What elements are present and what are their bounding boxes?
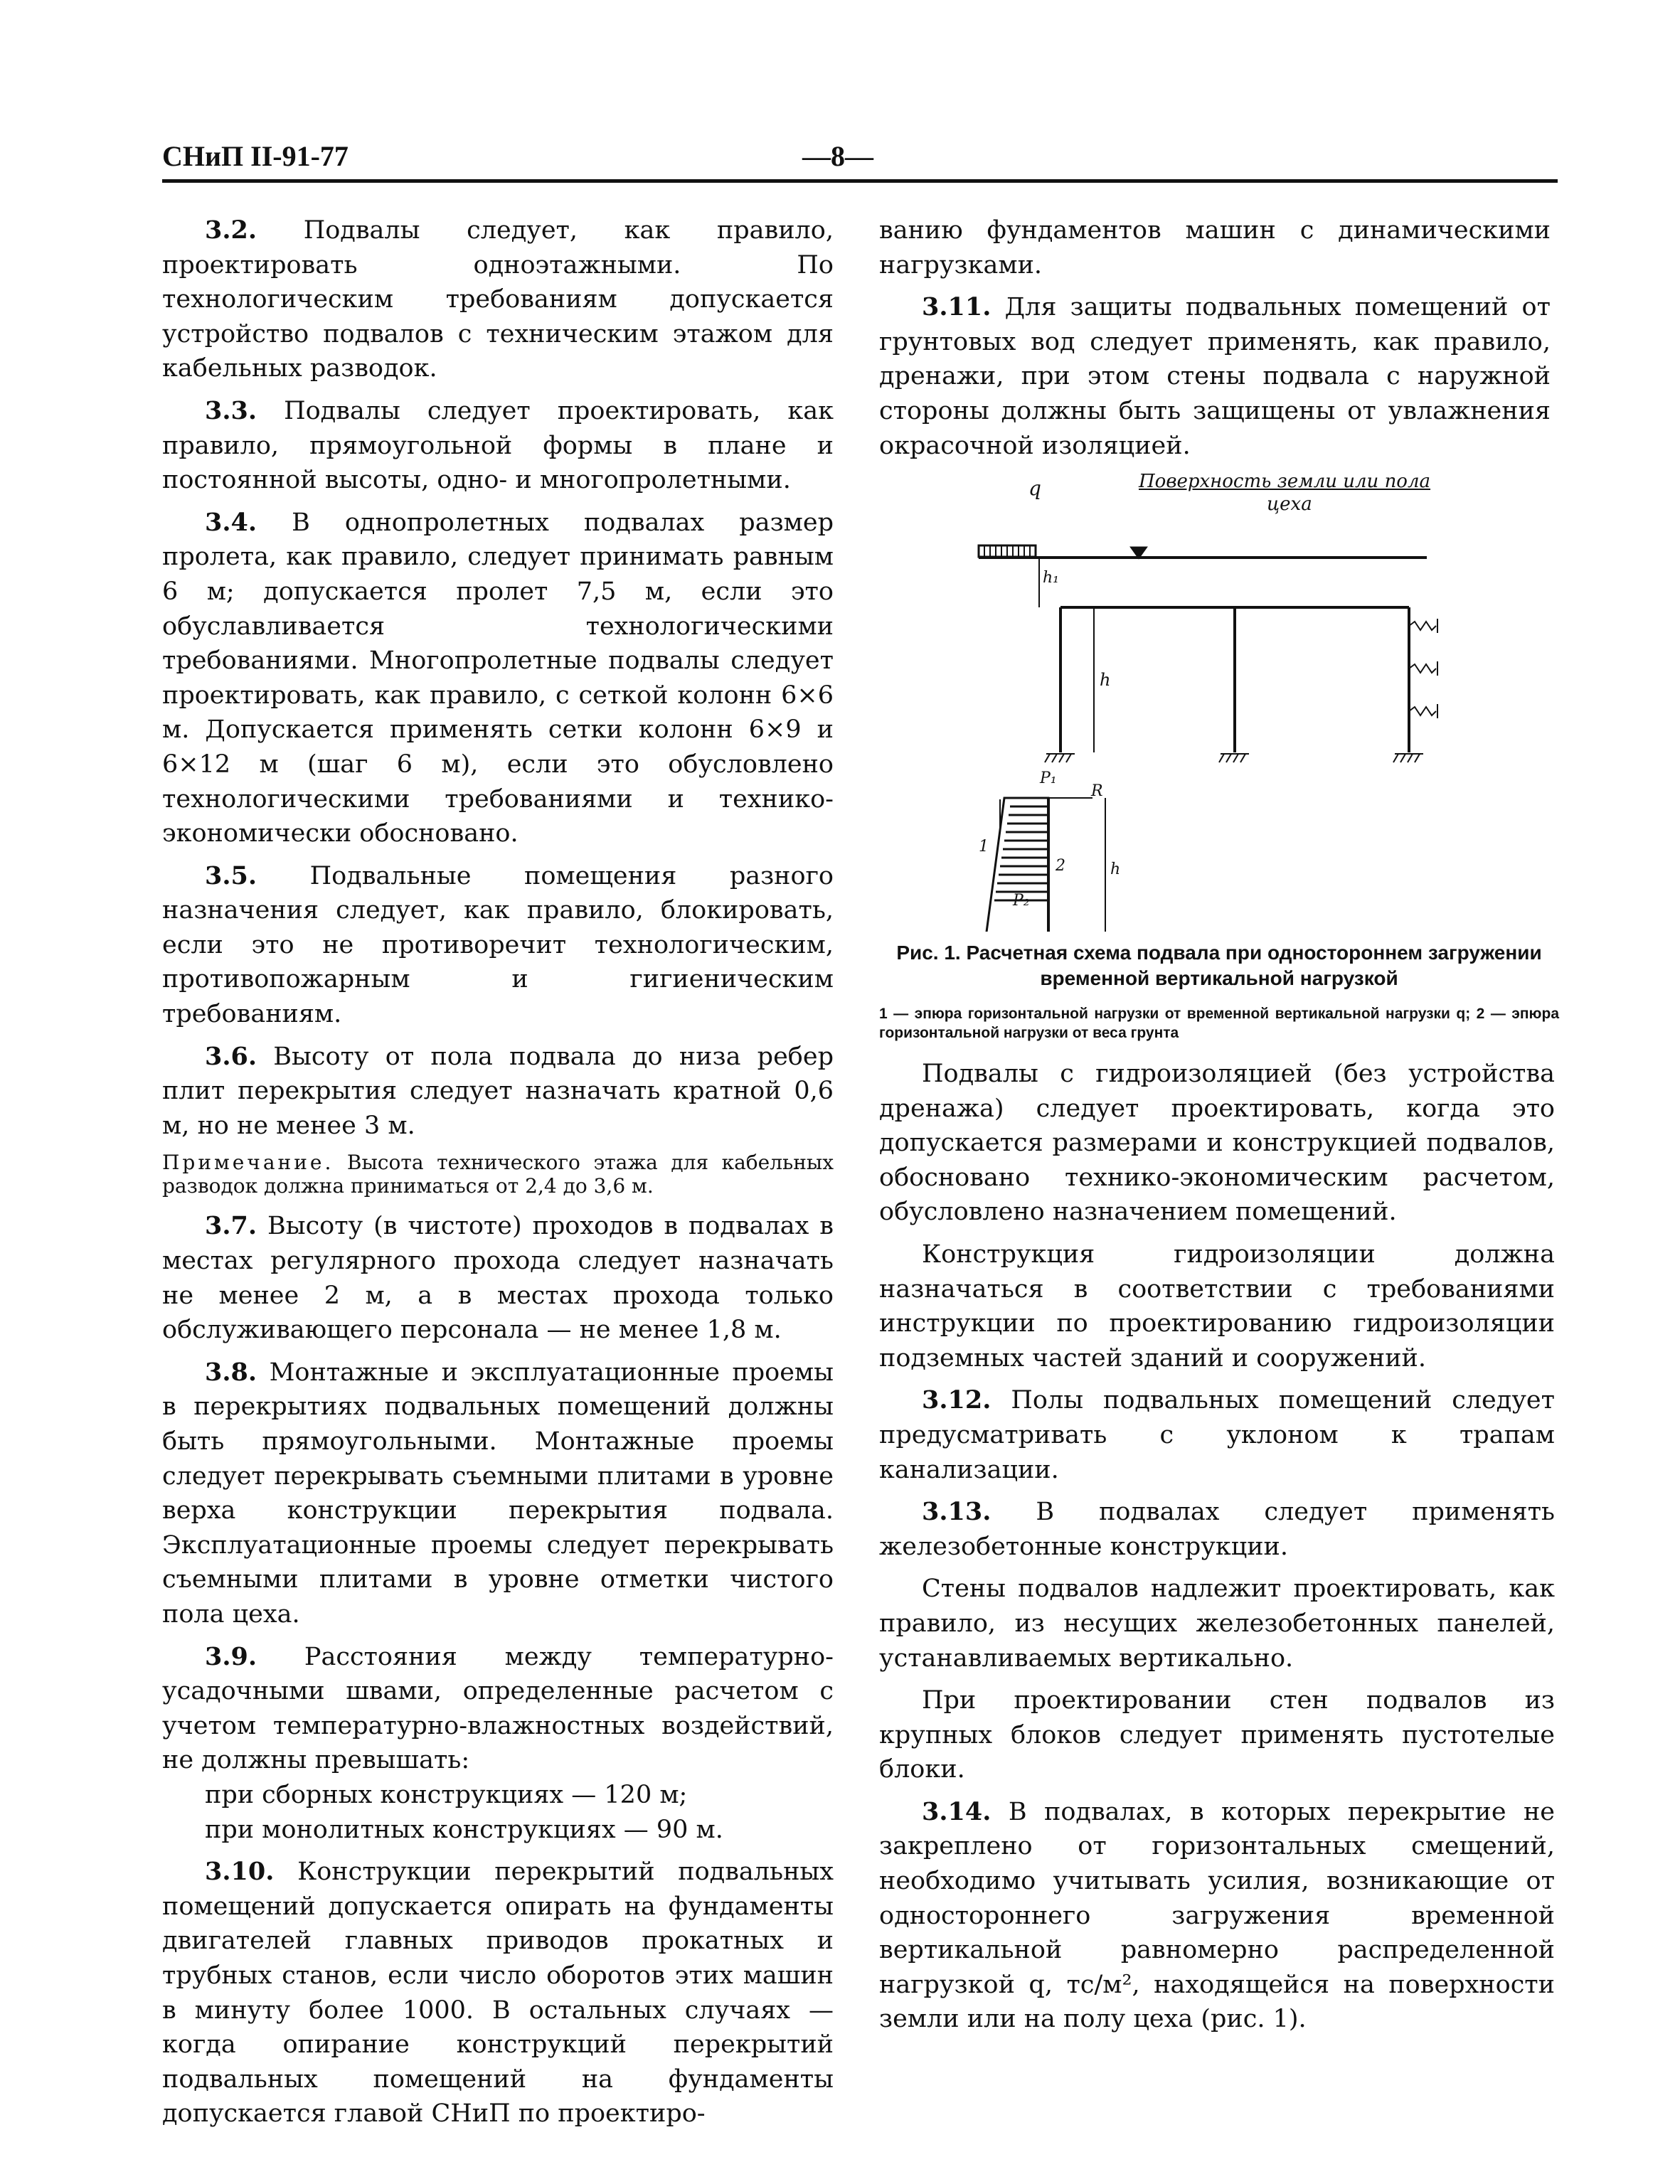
note-label: Примечание. bbox=[162, 1151, 334, 1175]
list-item-monolithic: при монолитных конструкциях — 90 м. bbox=[205, 1815, 723, 1844]
paragraph-3-11: 3.11. Для защиты подвальных помещений от грунтовых вод следует применять, как правило, дренажи, при этом стены подвала с наружной стороны должны быть защищены от увлажнения окрасочной изоляцией. bbox=[879, 292, 1551, 460]
paragraph-hydro: Подвалы с гидроизоляцией (без устройства дренажа) следует проектировать, когда это допускается размерами и конструкцией подвалов, обосновано технико-экономическим расчетом, обусловлено назначением помещений. bbox=[879, 1060, 1555, 1227]
figure-caption: Рис. 1. Расчетная схема подвала при одностороннем загружении временной вертикальной нагрузкой bbox=[896, 942, 1542, 989]
page-header bbox=[162, 139, 1558, 182]
label-r: R bbox=[1091, 782, 1103, 800]
paragraph-3-14: 3.14. В подвалах, в которых перекрытие не закреплено от горизонтальных смещений, необходимо учитывать усилия, возникающие от одностороннего загружения временной вертикальной равномерно распределенной нагрузкой q, тс/м², находящейся на поверхности земли или на полу цеха (рис. 1). bbox=[879, 1796, 1555, 2034]
paragraph-3-8: 3.8. Монтажные и эксплуатационные проемы в перекрытиях подвальных помещений должны быть прямоугольными. Монтажные проемы следует перекрывать съемными плитами в уровне верха конструкции перекрытия подвала. Эксплуатационные проемы следует перекрывать съемными плитами в уровне отметки чистого пола цеха. bbox=[162, 1357, 834, 1629]
paragraph-3-6: 3.6. Высоту от пола подвала до низа ребер плит перекрытия следует назначать кратной 0,6 м, но не менее 3 м. bbox=[162, 1041, 834, 1140]
paragraph-3-13: 3.13. В подвалах следует применять железобетонные конструкции. bbox=[879, 1497, 1555, 1561]
label-1: 1 bbox=[979, 838, 989, 856]
right-column-top bbox=[879, 213, 1551, 471]
surface-level-marker bbox=[1132, 548, 1146, 558]
paragraph-3-10: 3.10. Конструкции перекрытий подвальных помещений допускается опирать на фундаменты двигателей главных приводов прокатных и трубных станов, если число оборотов этих машин в минуту более 1000. В остальных случаях — когда опирание конструкций перекрытий подвальных помещений на фундаменты допускается главой СНиП по проектиро- bbox=[162, 1857, 834, 2129]
note-text: Высота технического этажа для кабельных разводок должна приниматься от 2,4 до 3,6 м. bbox=[162, 1151, 834, 1198]
label-p2: P₂ bbox=[1013, 892, 1030, 910]
list-item-prefab: при сборных конструкциях — 120 м; bbox=[205, 1780, 688, 1809]
label-h1: h₁ bbox=[1043, 569, 1059, 587]
paragraph-3-7: 3.7. Высоту (в чистоте) проходов в подвалах в местах регулярного прохода следует назначать не менее 2 м, а в местах прохода только обслуживающего персонала — не менее 1,8 м. bbox=[162, 1211, 834, 1345]
paragraph-3-12: 3.12. Полы подвальных помещений следует предусматривать с уклоном к трапам канализации. bbox=[879, 1385, 1555, 1484]
paragraph-3-4: 3.4. В однопролетных подвалах размер пролета, как правило, следует принимать равным 6 м; допускается пролет 7,5 м, если это обуславливается технологическими требованиями. Многопролетные подвалы следует проектировать, как правило, с сеткой колонн 6×6 м. Допускается применять сетки колонн 6×9 и 6×12 м (шаг 6 м), если это обусловлено технологическими требованиями и технико-экономически обосновано. bbox=[162, 507, 834, 848]
page-number: —8— bbox=[802, 140, 873, 172]
pressure-diagram-outline bbox=[986, 798, 1048, 932]
label-h-lower: h bbox=[1110, 861, 1121, 878]
paragraph-walls: Стены подвалов надлежит проектировать, как правило, из несущих железобетонных панелей, устанавливаемых вертикально. bbox=[879, 1575, 1555, 1673]
basement-scheme-diagram bbox=[879, 462, 1559, 932]
right-column-bottom bbox=[879, 1057, 1555, 2045]
label-2: 2 bbox=[1056, 857, 1065, 875]
paragraph-3-9: 3.9. Расстояния между температурно-усадочными швами, определенные расчетом с учетом температурно-влажностных воздействий, не должны превышать: bbox=[162, 1641, 834, 1775]
label-surface-2: цеха bbox=[1267, 494, 1312, 515]
paragraph-construction: Конструкция гидроизоляции должна назначаться в соответствии с требованиями инструкции по проектированию гидроизоляции подземных частей зданий и сооружений. bbox=[879, 1240, 1555, 1373]
paragraph-3-5: 3.5. Подвальные помещения разного назначения следует, как правило, блокировать, если это не противоречит технологическим, противопожарным и гигиеническим требованиям. bbox=[162, 861, 834, 1029]
spring-supports bbox=[1409, 619, 1437, 718]
left-column bbox=[162, 213, 834, 2139]
label-q: q bbox=[1028, 476, 1041, 500]
paragraph-3-2: 3.2. Подвалы следует, как правило, проектировать одноэтажными. По технологическим требованиям допускается устройство подвалов с техническим этажом для кабельных разводок. bbox=[162, 215, 834, 383]
header-rule bbox=[162, 179, 1558, 183]
label-surface-1: Поверхность земли или пола bbox=[1139, 471, 1431, 492]
paragraph-blocks: При проектировании стен подвалов из крупных блоков следует применять пустотелые блоки. bbox=[879, 1686, 1555, 1784]
paragraph-3-3: 3.3. Подвалы следует проектировать, как правило, прямоугольной формы в плане и постоянной высоты, одно- и многопролетными. bbox=[162, 395, 834, 495]
note bbox=[162, 1151, 834, 1198]
figure-legend: 1 — эпюра горизонтальной нагрузки от временной вертикальной нагрузки q; 2 — эпюра горизонтальной нагрузки от веса грунта bbox=[879, 1006, 1559, 1041]
document-code: СНиП II-91-77 bbox=[162, 140, 349, 172]
label-p1: P₁ bbox=[1040, 769, 1057, 787]
label-h: h bbox=[1100, 670, 1111, 690]
paragraph-continuation: ванию фундаментов машин с динамическими нагрузками. bbox=[879, 216, 1551, 279]
